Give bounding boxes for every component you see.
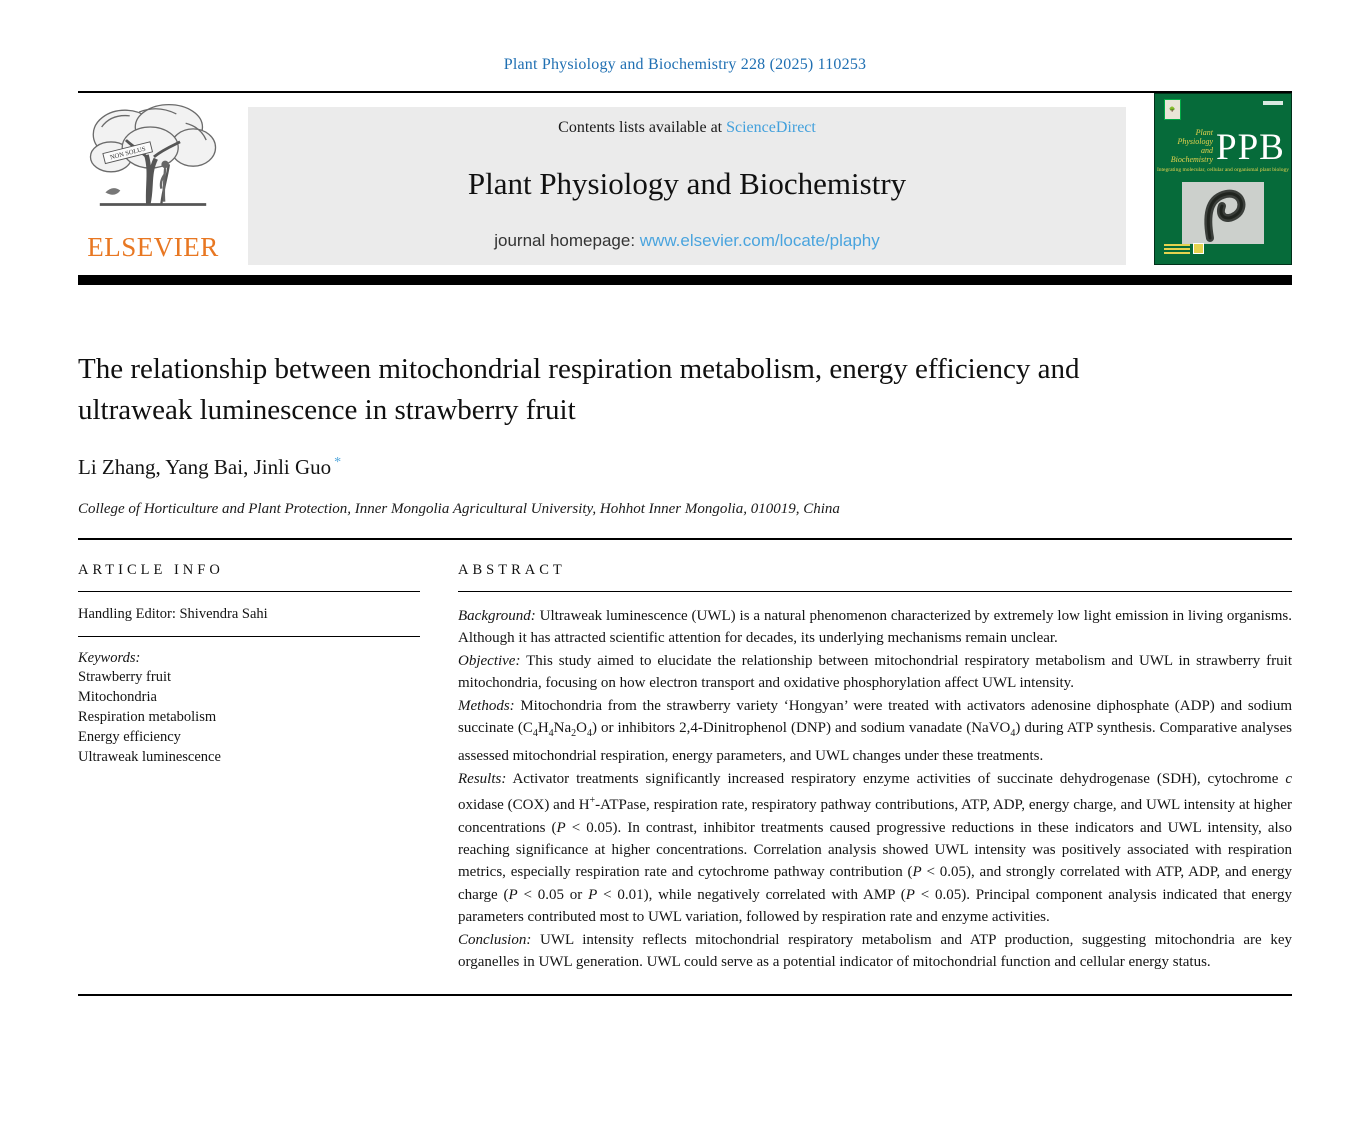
author-list <box>78 455 1292 480</box>
sciencedirect-link[interactable]: ScienceDirect <box>726 119 816 136</box>
cover-abbrev: PPB <box>1216 127 1285 168</box>
page-bottom-rule <box>78 994 1292 996</box>
abstract-objective: Objective: This study aimed to elucidate the relationship between mitochondrial respiratory metabolism and UWL in strawberry fruit mitochondria, focusing on how electron transport and oxidative phosphorylation affect UWL intensity. <box>458 652 1292 692</box>
keyword-item: Energy efficiency <box>78 729 181 745</box>
cover-stamp-icon: 🌳 <box>1164 99 1181 120</box>
article-info-column <box>78 562 420 974</box>
abstract-background: Background: Ultraweak luminescence (UWL) is a natural phenomenon characterized by extremely low light emission in living organisms. Although it has attracted scientific attention for decades, its underlying mechanisms remain unclear. <box>458 608 1292 647</box>
abstract-rule <box>458 591 1292 592</box>
abstract-body <box>458 605 1292 974</box>
homepage-line <box>258 231 1116 251</box>
journal-title: Plant Physiology and Biochemistry <box>467 166 907 201</box>
keywords-rule <box>78 636 420 637</box>
homepage-link[interactable]: www.elsevier.com/locate/plaphy <box>639 231 880 250</box>
elsevier-logo <box>78 93 228 265</box>
author-affiliation: College of Horticulture and Plant Protection, Inner Mongolia Agricultural University, Hohhot Inner Mongolia, 010019, China <box>78 501 840 517</box>
svg-text:NON SOLUS: NON SOLUS <box>109 145 147 162</box>
keyword-item: Respiration metabolism <box>78 709 217 725</box>
header-thick-rule <box>78 275 1292 285</box>
journal-header <box>78 93 1292 265</box>
homepage-prefix: journal homepage: <box>494 231 640 250</box>
article-info-rule <box>78 591 420 592</box>
keyword-item: Ultraweak luminescence <box>78 749 221 765</box>
keyword-item: Mitochondria <box>78 689 157 705</box>
abstract-heading: ABSTRACT <box>458 562 566 578</box>
keywords-label: Keywords: <box>78 650 141 666</box>
cover-masthead <box>1161 127 1287 168</box>
corresponding-author-asterisk[interactable]: * <box>334 455 342 470</box>
abstract-conclusion: Conclusion: UWL intensity reflects mitochondrial respiratory metabolism and ATP production, suggesting mitochondria are key organelles in UWL generation. UWL could serve as a potential indicator of mitochondrial function and cellular energy status. <box>458 931 1292 971</box>
abstract-results: Results: Activator treatments significantly increased respiratory enzyme activities of succinate dehydrogenase (SDH), cytochrome c oxidase (COX) and H+-ATPase, respiration rate, respiratory pathway contributions, ATP, ADP, energy charge, and UWL intensity at higher concentrations (P < 0.05). In contrast, inhibitor treatments caused progressive reductions in these indicators and UWL intensity, also reaching significance at higher concentrations. Correlation analysis showed UWL intensity was positively associated with respiration metrics, especially respiration rate and cytochrome pathway contribution (P < 0.05), and strongly correlated with ATP, ADP, and energy charge (P < 0.05 or P < 0.01), while negatively correlated with AMP (P < 0.05). Principal component analysis indicated that energy parameters contributed most to UWL variation, followed by respiration rate and enzyme activities. <box>458 770 1292 926</box>
cover-tagline: Integrating molecular, cellular and organismal plant biology <box>1156 167 1290 173</box>
journal-banner <box>248 107 1126 265</box>
author-names: Li Zhang, Yang Bai, Jinli Guo <box>78 455 332 479</box>
cover-emblem-icon <box>1193 243 1204 254</box>
journal-citation: Plant Physiology and Biochemistry 228 (2025) 110253 <box>503 56 867 73</box>
cover-seedling-image <box>1182 182 1264 244</box>
title-section-rule <box>78 538 1292 540</box>
abstract-methods: Methods: Mitochondria from the strawberry variety ‘Hongyan’ were treated with activators adenosine diphosphate (ADP) and sodium succinate $(C_4H_4Na_2O_4)$ or inhibitors 2,4-Dinitrophenol (DNP) and sodium vanadate (NaVO$_4$) during ATP synthesis. Comparative analyses assessed mitochondrial respiration, energy parameters, and UWL changes under these treatments. <box>458 697 1292 765</box>
article-info-heading: ARTICLE INFO <box>78 562 224 578</box>
elsevier-wordmark: ELSEVIER <box>87 232 219 262</box>
elsevier-tree-icon <box>83 145 223 229</box>
journal-cover-thumbnail <box>1154 93 1292 265</box>
handling-editor: Handling Editor: Shivendra Sahi <box>78 606 268 622</box>
contents-line <box>258 119 1116 137</box>
keyword-item: Strawberry fruit <box>78 669 172 685</box>
cover-footer-marks <box>1164 243 1204 254</box>
cover-journal-name: Plant Physiology and Biochemistry <box>1170 128 1213 164</box>
cover-issn-marks <box>1263 101 1283 105</box>
info-abstract-columns <box>78 562 1292 974</box>
abstract-column <box>458 562 1292 974</box>
article-title: The relationship between mitochondrial respiration metabolism, energy efficiency and ultraweak luminescence in strawberry fruit <box>78 353 1080 426</box>
contents-prefix: Contents lists available at <box>558 119 727 136</box>
